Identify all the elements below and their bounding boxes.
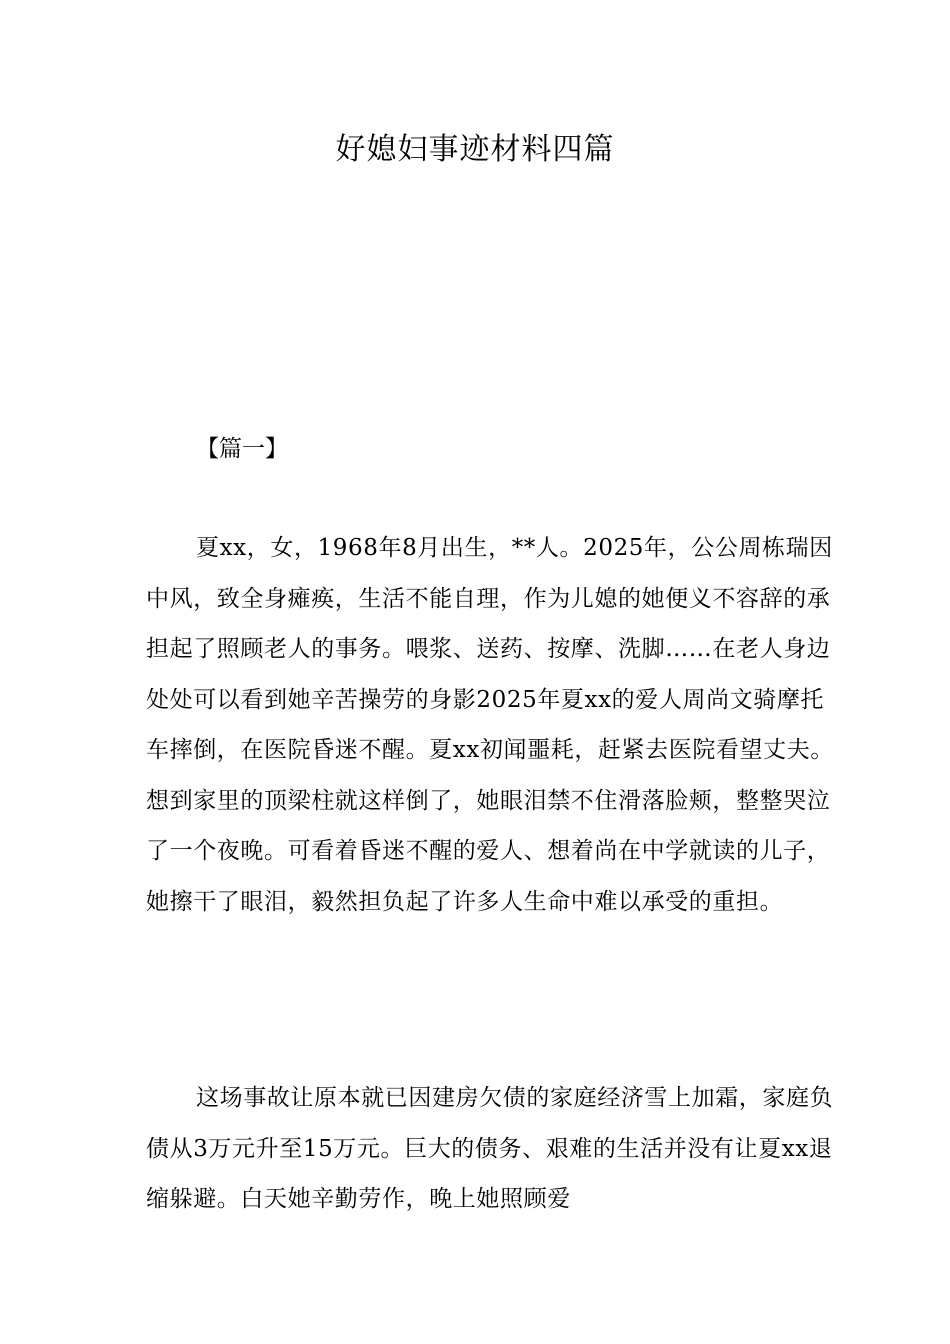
document-title: 好媳妇事迹材料四篇 — [335, 132, 615, 167]
paragraph-1: 夏xx，女，1968年8月出生，**人。2025年，公公周栋瑞因中风，致全身瘫痪，生活不能自理，作为儿媳的她便义不容辞的承担起了照顾老人的事务。喂浆、送药、按摩、洗脚……在老人身边处处可以看到她辛苦操劳的身影2025年夏xx的爱人周尚文骑摩托车摔倒，在医院昏迷不醒。夏xx初闻噩耗，赶紧去医院看望丈夫。想到家里的顶梁柱就这样倒了，她眼泪禁不住滑落脸颊，整整哭泣了一个夜晚。可看着昏迷不醒的爱人、想着尚在中学就读的儿子，她擦干了眼泪，毅然担负起了许多人生命中难以承受的重担。 — [146, 535, 834, 915]
section-heading: 【篇一】 — [196, 436, 288, 462]
paragraph-2: 这场事故让原本就已因建房欠债的家庭经济雪上加霜，家庭负债从3万元升至15万元。巨大的债务、艰难的生活并没有让夏xx退缩躲避。白天她辛勤劳作，晚上她照顾爱 — [146, 1085, 834, 1212]
